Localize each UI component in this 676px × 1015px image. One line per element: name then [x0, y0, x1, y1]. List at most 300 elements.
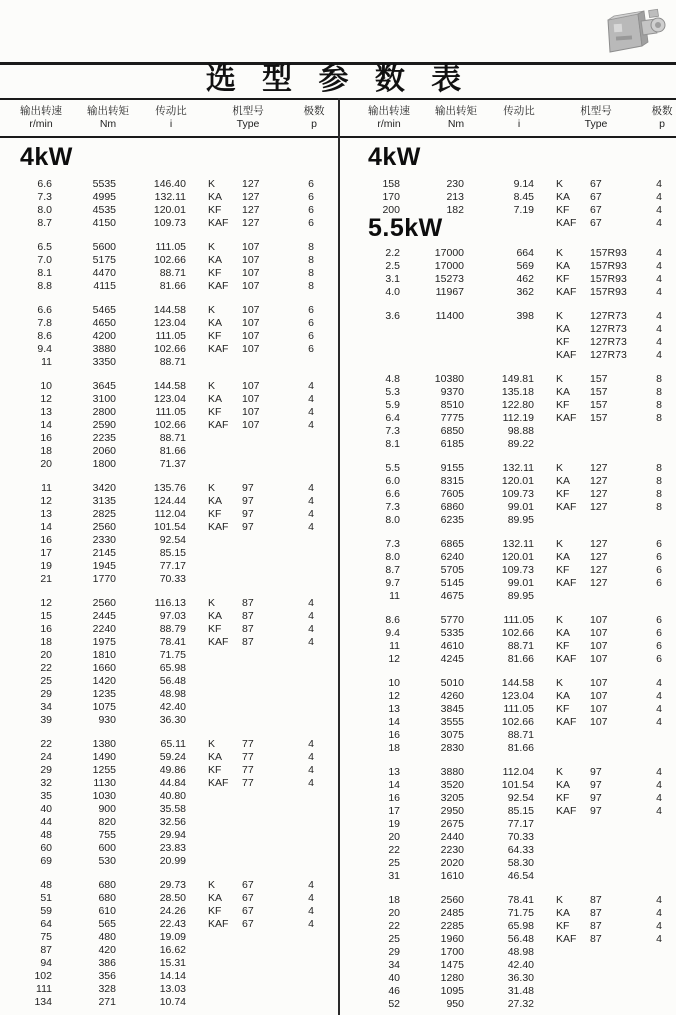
poles-cell: 8 [656, 399, 662, 411]
ratio-cell: 99.01 [507, 577, 534, 589]
poles-cell: 4 [656, 336, 662, 348]
type-prefix-cell: KAF [556, 653, 577, 665]
type-size-cell: 127 [590, 551, 608, 563]
torque-cell: 6865 [440, 538, 464, 550]
ratio-cell: 144.58 [501, 677, 534, 689]
speed-cell: 15 [40, 610, 52, 622]
table-row [6, 304, 344, 317]
poles-cell [642, 985, 676, 998]
ratio-cell: 71.75 [159, 649, 186, 661]
type-prefix-cell: KA [556, 323, 571, 335]
table-row [6, 662, 344, 675]
type-size-cell [590, 857, 642, 870]
poles-cell: 4 [308, 879, 314, 891]
ratio-cell: 111.05 [503, 614, 534, 626]
table-column-right [340, 142, 676, 1015]
type-size-cell [590, 514, 642, 527]
speed-cell: 39 [40, 714, 52, 726]
table-row [354, 538, 676, 551]
poles-cell: 8 [656, 475, 662, 487]
torque-cell: 11400 [435, 310, 464, 322]
gearbox-photo-icon [594, 6, 668, 60]
type-size-cell [590, 959, 642, 972]
torque-cell: 5770 [440, 614, 464, 626]
type-size-cell [242, 458, 294, 471]
table-row [6, 842, 344, 855]
type-prefix-cell [556, 729, 590, 742]
type-size-cell: 107 [590, 653, 608, 665]
torque-cell: 5010 [440, 677, 464, 689]
torque-cell: 4260 [440, 690, 464, 702]
table-row [354, 703, 676, 716]
header-ratio [140, 100, 202, 136]
speed-cell: 8.0 [385, 514, 400, 526]
torque-cell: 4470 [92, 267, 116, 279]
type-size-cell: 107 [242, 280, 260, 292]
poles-cell: 4 [656, 260, 662, 272]
ratio-cell: 102.66 [501, 716, 534, 728]
ratio-cell: 77.17 [159, 560, 186, 572]
torque-cell: 2800 [92, 406, 116, 418]
poles-cell [642, 870, 676, 883]
type-prefix-cell [208, 458, 242, 471]
ratio-cell: 56.48 [507, 933, 534, 945]
speed-cell: 6.6 [37, 178, 52, 190]
speed-cell: 3.6 [385, 310, 400, 322]
type-prefix-cell [556, 831, 590, 844]
rating-group [6, 380, 344, 471]
table-row [6, 701, 344, 714]
poles-cell: 8 [656, 373, 662, 385]
type-size-cell: 157 [590, 386, 608, 398]
header-label: 极数 [651, 105, 673, 117]
table-row [354, 716, 676, 729]
poles-cell: 6 [308, 204, 314, 216]
type-prefix-cell: KF [208, 406, 222, 418]
ratio-cell [464, 323, 534, 336]
poles-cell: 4 [308, 380, 314, 392]
type-prefix-cell [208, 432, 242, 445]
speed-cell: 18 [388, 742, 400, 754]
torque-cell: 565 [98, 918, 116, 930]
type-size-cell [242, 662, 294, 675]
type-size-cell: 107 [590, 716, 608, 728]
ratio-cell: 88.71 [159, 267, 186, 279]
speed-cell: 18 [40, 445, 52, 457]
table-row [354, 191, 676, 204]
speed-cell: 3.1 [385, 273, 400, 285]
ratio-cell: 81.66 [159, 445, 186, 457]
poles-cell: 4 [656, 677, 662, 689]
table-row [354, 972, 676, 985]
table-row [6, 790, 344, 803]
speed-cell: 24 [40, 751, 52, 763]
ratio-cell: 85.15 [507, 805, 534, 817]
type-prefix-cell: KF [208, 623, 222, 635]
torque-cell: 4245 [440, 653, 464, 665]
ratio-cell: 109.73 [501, 564, 534, 576]
type-size-cell: 67 [242, 879, 254, 891]
speed-cell: 18 [388, 894, 400, 906]
type-size-cell: 67 [590, 204, 602, 216]
torque-cell: 3135 [92, 495, 116, 507]
ratio-cell: 42.40 [159, 701, 186, 713]
header-label: 传动比 [155, 105, 187, 117]
torque-cell: 2330 [92, 534, 116, 546]
type-prefix-cell [208, 829, 242, 842]
torque-cell: 4675 [440, 590, 464, 602]
ratio-cell: 101.54 [501, 779, 534, 791]
ratio-cell: 71.75 [507, 907, 534, 919]
ratio-cell: 102.66 [501, 627, 534, 639]
speed-cell: 25 [388, 933, 400, 945]
table-row [354, 805, 676, 818]
table-row [354, 831, 676, 844]
speed-cell: 6.6 [37, 304, 52, 316]
ratio-cell: 44.84 [159, 777, 186, 789]
speed-cell: 7.3 [385, 501, 400, 513]
speed-cell: 8.6 [385, 614, 400, 626]
ratio-cell: 111.05 [155, 406, 186, 418]
type-size-cell [590, 438, 642, 451]
torque-cell: 328 [98, 983, 116, 995]
header-output-speed [6, 100, 76, 136]
table-row [354, 425, 676, 438]
speed-cell: 22 [388, 920, 400, 932]
speed-cell: 75 [40, 931, 52, 943]
type-size-cell: 127R73 [590, 323, 627, 335]
type-prefix-cell: KF [556, 564, 570, 576]
type-size-cell: 107 [242, 317, 260, 329]
poles-cell: 4 [308, 892, 314, 904]
type-prefix-cell: KA [556, 690, 571, 702]
poles-cell [294, 803, 328, 816]
ratio-cell: 29.94 [159, 829, 186, 841]
poles-cell: 6 [656, 564, 662, 576]
ratio-cell: 10.74 [159, 996, 186, 1008]
type-size-cell: 67 [590, 217, 602, 229]
table-row [354, 729, 676, 742]
torque-cell: 1095 [440, 985, 464, 997]
type-size-cell: 127R73 [590, 310, 627, 322]
type-size-cell: 77 [242, 738, 254, 750]
ratio-cell: 144.58 [153, 304, 186, 316]
type-prefix-cell [556, 998, 590, 1011]
poles-cell: 4 [656, 703, 662, 715]
ratio-cell [464, 336, 534, 349]
table-row [6, 330, 344, 343]
type-prefix-cell: K [208, 178, 216, 190]
type-size-cell: 107 [242, 241, 260, 253]
table-row [6, 777, 344, 790]
rating-group [6, 879, 344, 1009]
speed-cell: 4.0 [385, 286, 400, 298]
type-prefix-cell: KA [208, 751, 223, 763]
speed-cell: 16 [40, 623, 52, 635]
speed-cell: 12 [40, 597, 52, 609]
type-prefix-cell: K [556, 247, 564, 259]
table-row [354, 310, 676, 323]
ratio-cell: 65.98 [507, 920, 534, 932]
type-size-cell: 67 [590, 178, 602, 190]
ratio-cell: 42.40 [507, 959, 534, 971]
speed-cell: 40 [388, 972, 400, 984]
torque-cell: 1130 [93, 777, 116, 789]
header-label: 输出转速 [368, 105, 410, 117]
header-output-speed [354, 100, 424, 136]
poles-cell: 4 [656, 191, 662, 203]
torque-cell: 8315 [440, 475, 464, 487]
ratio-cell: 19.09 [159, 931, 186, 943]
speed-cell: 6.6 [385, 488, 400, 500]
power-section-heading: 4kW [368, 143, 421, 171]
type-size-cell: 67 [242, 905, 254, 917]
table-row [6, 204, 344, 217]
header-unit: r/min [377, 118, 401, 130]
table-row [6, 636, 344, 649]
type-size-cell: 67 [242, 892, 254, 904]
speed-cell: 158 [382, 178, 400, 190]
speed-cell: 48 [40, 879, 52, 891]
torque-cell: 2440 [440, 831, 464, 843]
speed-cell: 29 [40, 688, 52, 700]
speed-cell: 6.5 [37, 241, 52, 253]
torque-cell: 6185 [440, 438, 464, 450]
table-row [6, 996, 344, 1009]
type-prefix-cell: KAF [556, 716, 577, 728]
type-prefix-cell: K [556, 310, 564, 322]
ratio-cell: 664 [516, 247, 534, 259]
ratio-cell: 92.54 [507, 792, 534, 804]
type-prefix-cell [208, 573, 242, 586]
type-prefix-cell: KAF [556, 217, 577, 229]
torque-cell: 7605 [440, 488, 464, 500]
type-prefix-cell: KF [556, 204, 570, 216]
table-row [354, 462, 676, 475]
table-row [354, 959, 676, 972]
type-size-cell: 87 [590, 933, 602, 945]
type-size-cell [242, 445, 294, 458]
table-row [6, 829, 344, 842]
poles-cell: 6 [656, 653, 662, 665]
table-row [6, 816, 344, 829]
table-row [354, 985, 676, 998]
speed-cell: 29 [388, 946, 400, 958]
poles-cell [294, 714, 328, 727]
type-prefix-cell: KAF [556, 805, 577, 817]
speed-cell: 29 [40, 764, 52, 776]
header-unit: r/min [29, 118, 53, 130]
table-row [6, 573, 344, 586]
type-prefix-cell [556, 590, 590, 603]
torque-cell: 3645 [92, 380, 116, 392]
type-prefix-cell [208, 957, 242, 970]
ratio-cell: 27.32 [507, 998, 534, 1010]
torque-cell: 3845 [440, 703, 464, 715]
speed-cell [354, 349, 400, 362]
type-prefix-cell [556, 972, 590, 985]
torque-cell: 530 [98, 855, 116, 867]
type-prefix-cell [208, 701, 242, 714]
ratio-cell: 88.71 [159, 356, 186, 368]
speed-cell: 69 [40, 855, 52, 867]
speed-cell: 20 [388, 907, 400, 919]
table-row [354, 946, 676, 959]
ratio-cell: 111.05 [503, 703, 534, 715]
table-row [354, 870, 676, 883]
torque-cell: 7775 [440, 412, 464, 424]
poles-cell: 8 [656, 488, 662, 500]
torque-cell: 950 [446, 998, 464, 1010]
type-prefix-cell [208, 816, 242, 829]
torque-cell: 1255 [92, 764, 116, 776]
ratio-cell: 89.95 [507, 590, 534, 602]
type-size-cell [242, 816, 294, 829]
type-size-cell [590, 985, 642, 998]
ratio-cell: 116.13 [154, 597, 186, 609]
type-prefix-cell: KA [556, 551, 571, 563]
table-row [6, 764, 344, 777]
type-size-cell: 127 [242, 204, 260, 216]
poles-cell: 8 [656, 412, 662, 424]
poles-cell: 4 [656, 247, 662, 259]
table-row [6, 918, 344, 931]
poles-cell: 4 [656, 920, 662, 932]
speed-cell: 14 [388, 779, 400, 791]
torque-cell: 2060 [92, 445, 116, 457]
speed-cell: 40 [40, 803, 52, 815]
speed-cell: 17 [40, 547, 52, 559]
type-prefix-cell [208, 662, 242, 675]
poles-cell: 8 [308, 267, 314, 279]
type-size-cell: 127 [242, 217, 260, 229]
ratio-cell: 123.04 [501, 690, 534, 702]
type-size-cell [590, 831, 642, 844]
rating-group [6, 241, 344, 293]
table-row [6, 191, 344, 204]
ratio-cell: 132.11 [502, 538, 534, 550]
ratio-cell [464, 217, 534, 230]
table-row [6, 241, 344, 254]
type-prefix-cell: KF [208, 764, 222, 776]
type-prefix-cell: K [556, 766, 564, 778]
poles-cell: 4 [656, 286, 662, 298]
torque-cell: 1960 [440, 933, 464, 945]
torque-cell: 3075 [440, 729, 464, 741]
type-size-cell: 127 [242, 191, 260, 203]
poles-cell [294, 458, 328, 471]
type-size-cell: 107 [590, 690, 608, 702]
type-size-cell [242, 983, 294, 996]
torque-cell: 2950 [440, 805, 464, 817]
type-size-cell: 67 [590, 191, 602, 203]
type-size-cell [590, 818, 642, 831]
type-size-cell: 107 [242, 380, 260, 392]
table-row [354, 399, 676, 412]
type-size-cell: 107 [242, 304, 260, 316]
poles-cell: 8 [308, 254, 314, 266]
table-row [6, 267, 344, 280]
torque-cell: 5465 [92, 304, 116, 316]
torque-cell: 2020 [440, 857, 464, 869]
speed-cell: 51 [40, 892, 52, 904]
table-row [354, 742, 676, 755]
type-prefix-cell: KAF [556, 412, 577, 424]
speed-cell: 102 [34, 970, 52, 982]
header-output-torque [424, 100, 488, 136]
speed-cell: 8.6 [37, 330, 52, 342]
ratio-cell: 32.56 [159, 816, 186, 828]
torque-cell: 5535 [92, 178, 116, 190]
poles-cell [642, 844, 676, 857]
ratio-cell: 123.04 [153, 393, 186, 405]
type-prefix-cell: KAF [556, 933, 577, 945]
ratio-cell: 78.41 [507, 894, 534, 906]
ratio-cell: 22.43 [159, 918, 186, 930]
speed-cell: 32 [40, 777, 52, 789]
type-size-cell: 97 [590, 779, 602, 791]
type-prefix-cell [556, 818, 590, 831]
torque-cell: 2240 [92, 623, 116, 635]
type-prefix-cell: KA [208, 495, 223, 507]
type-size-cell [242, 803, 294, 816]
type-prefix-cell [208, 983, 242, 996]
header-label: 输出转矩 [87, 105, 129, 117]
ratio-cell: 59.24 [159, 751, 186, 763]
poles-cell [642, 729, 676, 742]
type-size-cell: 127 [590, 501, 608, 513]
table-row [6, 432, 344, 445]
speed-cell: 5.9 [385, 399, 400, 411]
type-prefix-cell: K [556, 462, 564, 474]
rating-group [6, 738, 344, 868]
table-row [354, 323, 676, 336]
poles-cell [294, 944, 328, 957]
ratio-cell: 16.62 [159, 944, 186, 956]
table-row [354, 894, 676, 907]
poles-cell [642, 972, 676, 985]
type-size-cell: 87 [242, 597, 254, 609]
poles-cell: 6 [656, 538, 662, 550]
type-prefix-cell: K [556, 178, 564, 190]
type-size-cell: 107 [242, 254, 260, 266]
header-unit: p [659, 118, 665, 130]
poles-cell [294, 931, 328, 944]
type-size-cell: 77 [242, 777, 254, 789]
poles-cell: 4 [308, 597, 314, 609]
speed-cell: 59 [40, 905, 52, 917]
torque-cell: 900 [98, 803, 116, 815]
type-size-cell: 77 [242, 751, 254, 763]
torque-cell: 1810 [92, 649, 116, 661]
table-row [354, 818, 676, 831]
speed-cell: 11 [389, 640, 400, 652]
ratio-cell: 46.54 [507, 870, 534, 882]
type-size-cell [590, 590, 642, 603]
table-row [354, 590, 676, 603]
table-row [354, 349, 676, 362]
table-row [354, 386, 676, 399]
type-prefix-cell: KA [208, 393, 223, 405]
torque-cell [400, 336, 464, 349]
torque-cell: 680 [98, 879, 116, 891]
type-prefix-cell [556, 514, 590, 527]
speed-cell: 4.8 [385, 373, 400, 385]
ratio-cell: 89.95 [507, 514, 534, 526]
speed-cell: 12 [40, 495, 52, 507]
speed-cell: 8.8 [37, 280, 52, 292]
speed-cell: 10 [40, 380, 52, 392]
